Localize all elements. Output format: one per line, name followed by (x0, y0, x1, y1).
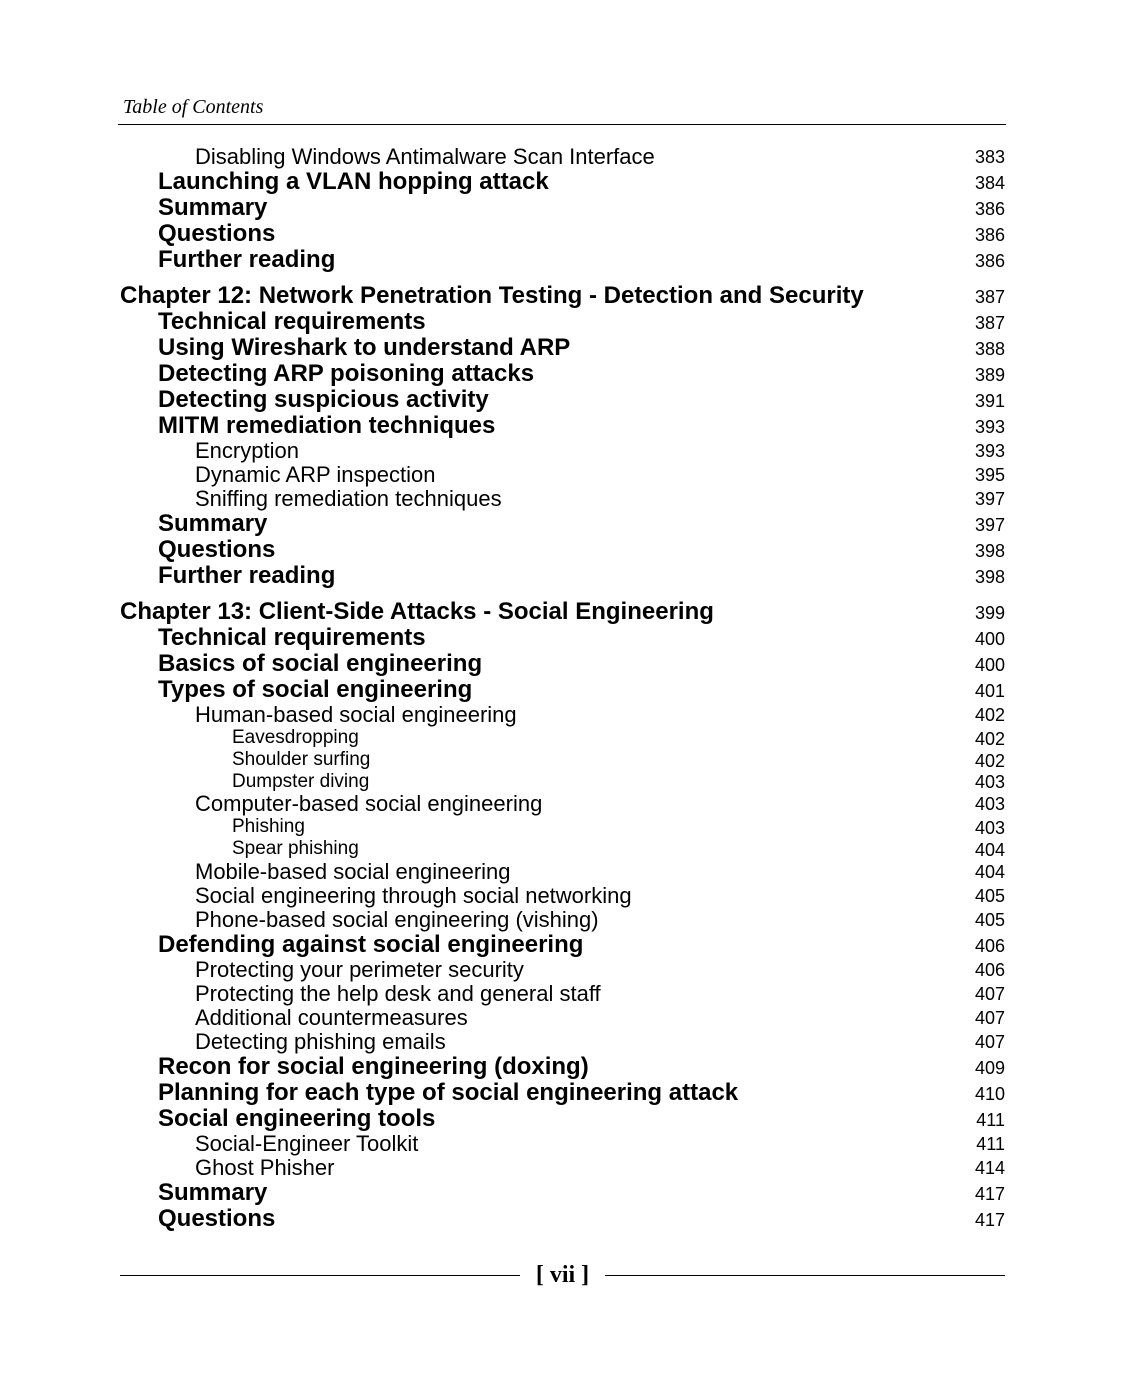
toc-entry-title: Ghost Phisher (195, 1154, 335, 1180)
toc-entry-title: Questions (158, 536, 276, 563)
toc-entry[interactable] (120, 487, 1006, 511)
toc-entry-title: Protecting your perimeter security (195, 956, 524, 982)
toc-entry-page: 387 (974, 287, 1005, 307)
toc-entry-title: Chapter 12: Network Penetration Testing - Detection and Security (120, 282, 864, 309)
toc-entry-page: 406 (974, 959, 1005, 980)
toc-entry-page: 417 (974, 1183, 1005, 1204)
toc-entry-title: Social engineering through social networking (195, 882, 632, 908)
toc-entry-title: Human-based social engineering (195, 702, 517, 727)
toc-entry[interactable] (120, 958, 1006, 982)
footer-rule-right (605, 1275, 1005, 1276)
toc-entry-title: Detecting ARP poisoning attacks (158, 360, 535, 387)
toc-entry-title: Mobile-based social engineering (195, 858, 511, 884)
toc-entry-title: MITM remediation techniques (158, 412, 496, 439)
toc-entry[interactable] (120, 1080, 1006, 1106)
toc-entry-title: Social-Engineer Toolkit (195, 1130, 419, 1156)
page-footer (120, 1258, 1005, 1292)
toc-entry-title: Planning for each type of social engineering attack (158, 1078, 739, 1106)
toc-entry-title: Phone-based social engineering (vishing) (195, 906, 599, 932)
page-number: [ vii ] (535, 1262, 590, 1288)
toc-entry-title: Additional countermeasures (195, 1004, 468, 1030)
toc-entry-title: Phishing (232, 816, 305, 838)
toc-entry-title: Using Wireshark to understand ARP (158, 334, 571, 361)
toc-entry-title: Sniffing remediation techniques (195, 486, 502, 511)
toc-entry-page: 383 (974, 147, 1005, 167)
toc-entry-title: Social engineering tools (158, 1104, 436, 1132)
toc-entry-page: 386 (974, 251, 1005, 271)
toc-entry[interactable] (120, 1156, 1006, 1180)
toc-entry-page: 389 (974, 365, 1005, 385)
toc-entry-title: Further reading (158, 246, 336, 273)
toc-entry-page: 403 (974, 772, 1005, 793)
toc-entry-page: 395 (974, 465, 1005, 485)
toc-entry-page: 410 (974, 1083, 1005, 1104)
toc-entry[interactable] (120, 387, 1006, 413)
toc-entry-title: Detecting suspicious activity (158, 386, 489, 413)
table-of-contents (120, 145, 1006, 1232)
toc-entry-title: Questions (158, 220, 276, 247)
toc-entry[interactable] (120, 439, 1006, 463)
toc-entry[interactable] (120, 1132, 1006, 1156)
toc-entry[interactable] (120, 792, 1006, 816)
toc-entry-page: 400 (974, 655, 1005, 675)
toc-entry[interactable] (120, 1106, 1006, 1132)
toc-entry-title: Recon for social engineering (doxing) (158, 1052, 589, 1080)
toc-entry-page: 402 (974, 728, 1005, 749)
toc-entry-page: 414 (974, 1157, 1005, 1178)
toc-entry[interactable] (120, 309, 1006, 335)
toc-entry-page: 404 (974, 861, 1005, 882)
toc-entry-page: 400 (974, 629, 1005, 649)
toc-entry[interactable] (120, 982, 1006, 1006)
toc-entry-title: Defending against social engineering (158, 930, 584, 958)
toc-entry[interactable] (120, 625, 1006, 651)
toc-entry-title: Detecting phishing emails (195, 1028, 446, 1054)
toc-entry-title: Encryption (195, 438, 299, 463)
toc-entry[interactable] (120, 1180, 1006, 1206)
toc-entry-page: 411 (976, 1133, 1005, 1154)
toc-entry[interactable] (120, 221, 1006, 247)
toc-entry-page: 402 (974, 705, 1005, 725)
toc-entry[interactable] (120, 703, 1006, 727)
toc-entry-title: Shoulder surfing (232, 748, 371, 770)
toc-entry-title: Dumpster diving (232, 770, 370, 792)
toc-entry[interactable] (120, 860, 1006, 884)
toc-entry-page: 417 (974, 1209, 1005, 1230)
toc-entry-title: Protecting the help desk and general staff (195, 980, 601, 1006)
toc-entry-page: 407 (974, 1007, 1005, 1028)
toc-entry-page: 407 (974, 983, 1005, 1004)
toc-entry-page: 388 (974, 339, 1005, 359)
toc-entry-page: 386 (974, 225, 1005, 245)
toc-entry[interactable] (120, 1030, 1006, 1054)
toc-entry[interactable] (120, 908, 1006, 932)
toc-entry-title: Questions (158, 1204, 276, 1232)
toc-entry-title: Computer-based social engineering (195, 791, 543, 817)
toc-entry[interactable] (120, 247, 1006, 273)
toc-chapter-entry[interactable] (120, 283, 1006, 309)
toc-entry[interactable] (120, 463, 1006, 487)
toc-entry[interactable] (120, 145, 1006, 169)
toc-entry-title: Chapter 13: Client-Side Attacks - Social Engineering (120, 598, 714, 625)
footer-rule-left (120, 1275, 520, 1276)
toc-entry-page: 407 (974, 1031, 1005, 1052)
toc-entry-page: 386 (974, 199, 1005, 219)
toc-entry-page: 387 (974, 313, 1005, 333)
toc-entry-page: 411 (976, 1109, 1005, 1130)
toc-entry-title: Disabling Windows Antimalware Scan Interface (195, 144, 655, 169)
toc-entry-title: Dynamic ARP inspection (195, 462, 436, 487)
toc-entry[interactable] (120, 749, 1006, 771)
toc-entry-page: 401 (974, 681, 1005, 701)
toc-entry[interactable] (120, 932, 1006, 958)
toc-entry-page: 402 (974, 750, 1005, 771)
toc-entry-title: Summary (158, 510, 268, 537)
toc-entry-title: Summary (158, 1178, 268, 1206)
toc-entry[interactable] (120, 651, 1006, 677)
toc-entry-page: 398 (974, 541, 1005, 561)
toc-entry-title: Launching a VLAN hopping attack (158, 168, 549, 195)
toc-entry-title: Summary (158, 194, 268, 221)
toc-entry[interactable] (120, 1006, 1006, 1030)
toc-entry-page: 405 (974, 885, 1005, 906)
toc-entry[interactable] (120, 1054, 1006, 1080)
toc-entry-page: 397 (974, 489, 1005, 509)
toc-chapter-entry[interactable] (120, 599, 1006, 625)
toc-entry-title: Eavesdropping (232, 727, 359, 748)
toc-entry-title: Types of social engineering (158, 676, 473, 703)
toc-entry[interactable] (120, 727, 1006, 749)
toc-entry-title: Spear phishing (232, 838, 359, 860)
toc-entry-page: 403 (974, 818, 1005, 839)
toc-entry-page: 403 (974, 794, 1005, 815)
toc-entry[interactable] (120, 563, 1006, 589)
toc-entry[interactable] (120, 413, 1006, 439)
toc-entry[interactable] (120, 677, 1006, 703)
toc-entry[interactable] (120, 816, 1006, 838)
toc-entry[interactable] (120, 838, 1006, 860)
toc-entry-title: Technical requirements (158, 308, 426, 335)
toc-entry-title: Technical requirements (158, 624, 426, 651)
toc-entry-page: 391 (974, 391, 1005, 411)
toc-entry-page: 397 (974, 515, 1005, 535)
toc-entry-page: 393 (974, 417, 1005, 437)
toc-entry[interactable] (120, 537, 1006, 563)
toc-entry-page: 393 (974, 441, 1005, 461)
toc-entry-title: Further reading (158, 562, 336, 589)
toc-entry[interactable] (120, 169, 1006, 195)
toc-entry[interactable] (120, 361, 1006, 387)
toc-entry[interactable] (120, 1206, 1006, 1232)
toc-entry[interactable] (120, 771, 1006, 793)
toc-entry-page: 406 (974, 935, 1005, 956)
toc-entry[interactable] (120, 511, 1006, 537)
running-head-title: Table of Contents (123, 96, 264, 118)
toc-entry-page: 399 (974, 603, 1005, 623)
toc-entry[interactable] (120, 195, 1006, 221)
toc-entry-page: 405 (974, 909, 1005, 930)
toc-entry-page: 404 (974, 839, 1005, 860)
header-rule (118, 124, 1006, 125)
toc-entry-title: Basics of social engineering (158, 650, 483, 677)
toc-entry-page: 384 (974, 173, 1005, 193)
toc-entry[interactable] (120, 335, 1006, 361)
toc-entry[interactable] (120, 884, 1006, 908)
toc-entry-page: 398 (974, 567, 1005, 587)
toc-entry-page: 409 (974, 1057, 1005, 1078)
